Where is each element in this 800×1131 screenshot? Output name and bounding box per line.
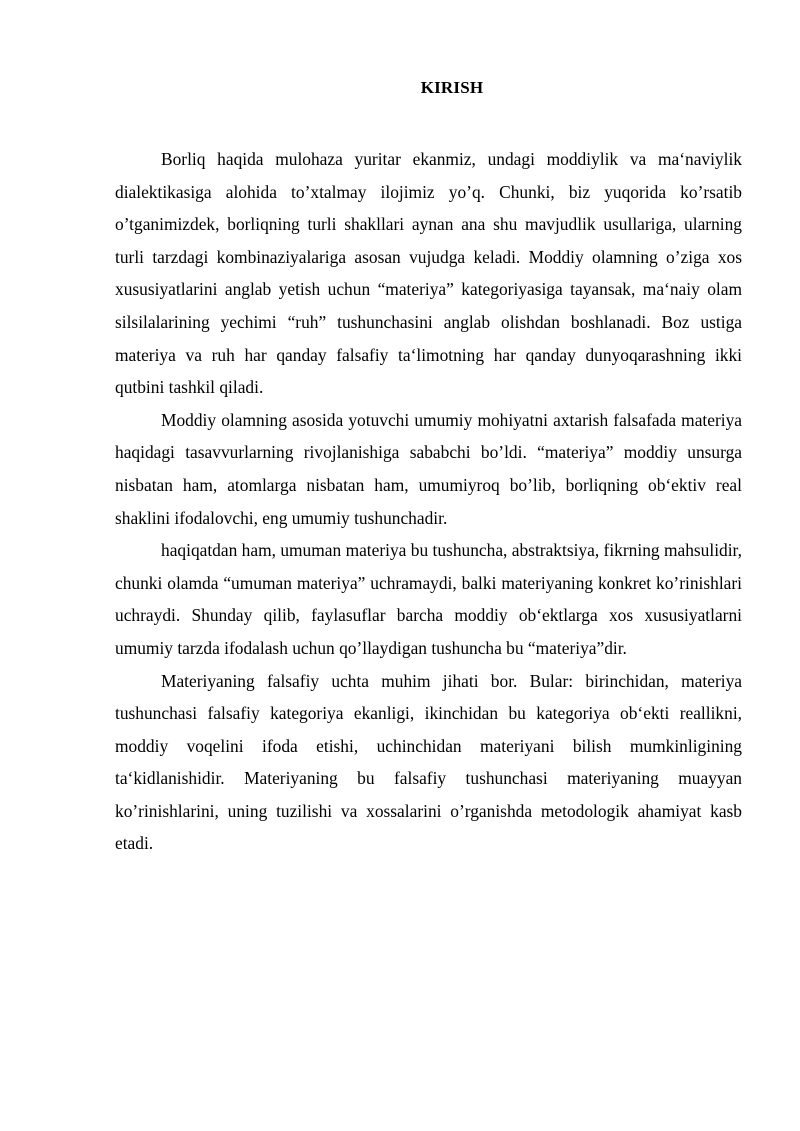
document-body [115, 143, 742, 860]
page-title: KIRISH [420, 78, 484, 97]
paragraph-1: Borliq haqida mulohaza yuritar ekanmiz, undagi moddiylik va ma‘naviylik dialektikasiga alohida to’xtalmay ilojimiz yo’q. Chunki, biz yuqorida ko’rsatib o’tganimizdek, borliqning turli shakllari aynan ana shu mavjudlik usullariga, ularning turli tarzdagi kombinaziyalariga asosan vujudga keladi. Moddiy olamning o’ziga xos xususiyatlarini anglab yetish uchun “materiya” kategoriyasiga tayansak, ma‘naiy olam silsilalarining yechimi “ruh” tushunchasini anglab olishdan boshlanadi. Boz ustiga materiya va ruh har qanday falsafiy ta‘limotning har qanday dunyoqarashning ikki qutbini tashkil qiladi. [115, 149, 742, 398]
paragraph-2: Moddiy olamning asosida yotuvchi umumiy mohiyatni axtarish falsafada materiya haqidagi tasavvurlarning rivojlanishiga sababchi bo’ldi. “materiya” moddiy unsurga nisbatan ham, atomlarga nisbatan ham, umumiyroq bo’lib, borliqning ob‘ektiv real shaklini ifodalovchi, eng umumiy tushunchadir. [115, 409, 742, 528]
paragraph-4: Materiyaning falsafiy uchta muhim jihati bor. Bular: birinchidan, materiya tushunchasi falsafiy kategoriya ekanligi, ikinchidan bu kategoriya ob‘ekti reallikni, moddiy voqelini ifoda etishi, uchinchidan materiyani bilish mumkinligining ta‘kidlanishidir. Materiyaning bu falsafiy tushunchasi materiyaning muayyan ko’rinishlarini, uning tuzilishi va xossalarini o’rganishda metodologik ahamiyat kasb etadi. [115, 670, 742, 854]
paragraph-3: haqiqatdan ham, umuman materiya bu tushuncha, abstraktsiya, fikrning mahsulidir, chunki olamda “umuman materiya” uchramaydi, balki materiyaning konkret ko’rinishlari uchraydi. Shunday qilib, faylasuflar barcha moddiy ob‘ektlarga xos xususiyatlarni umumiy tarzda ifodalash uchun qo’llaydigan tushuncha bu “materiya”dir. [115, 540, 742, 658]
